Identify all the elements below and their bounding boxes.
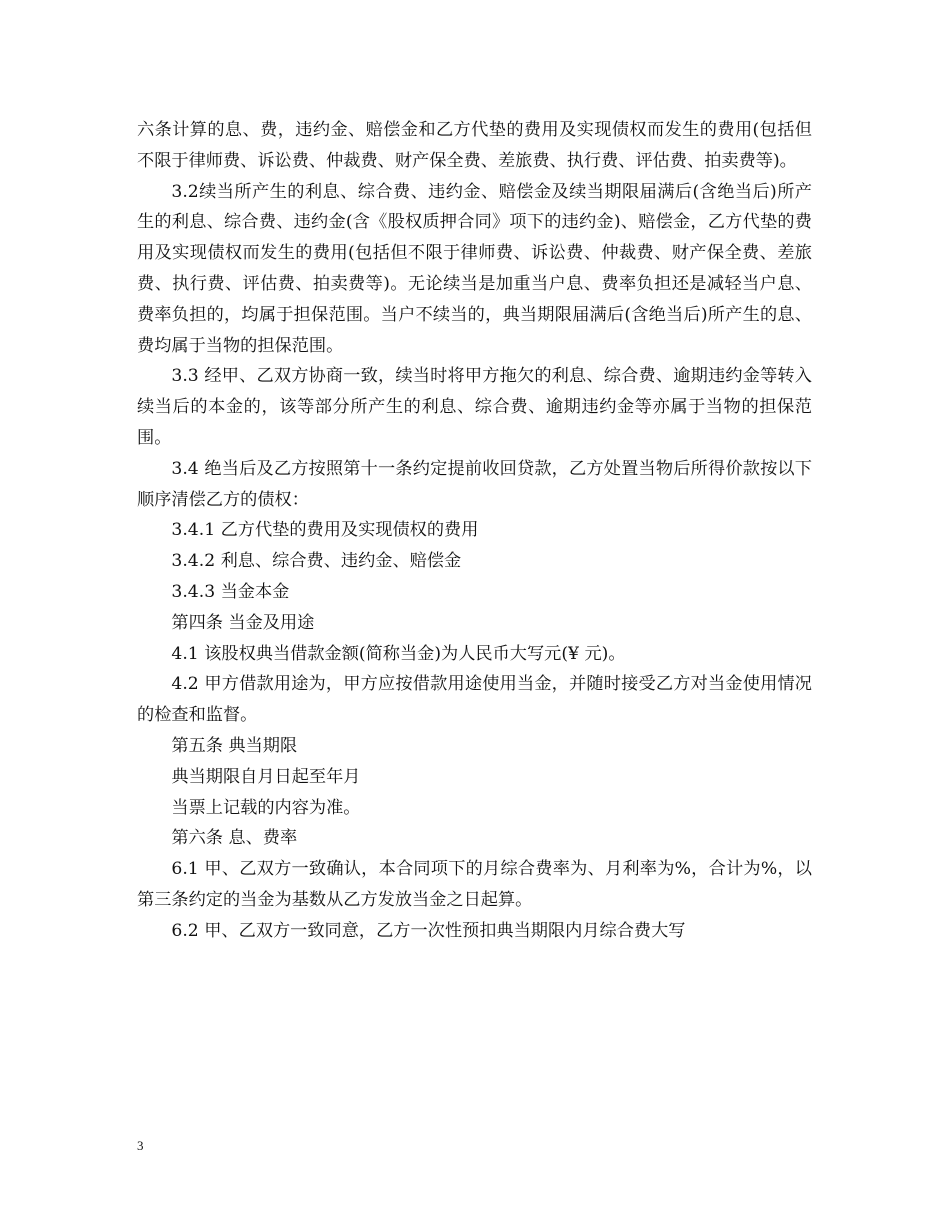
paragraph-clause-3-4: 3.4 绝当后及乙方按照第十一条约定提前收回贷款，乙方处置当物后所得价款按以下顺序清偿乙方的债权： bbox=[137, 458, 812, 510]
paragraph-clause-4-1: 4.1 该股权典当借款金额(简称当金)为人民币大写元(¥ 元)。 bbox=[171, 643, 626, 664]
paragraph-pawn-ticket-note: 当票上记载的内容为准。 bbox=[171, 797, 361, 818]
paragraph-clause-3-4-2: 3.4.2 利息、综合费、违约金、赔偿金 bbox=[171, 551, 462, 572]
paragraph-clause-3-4-3: 3.4.3 当金本金 bbox=[171, 581, 290, 602]
heading-article-5: 第五条 典当期限 bbox=[171, 735, 298, 756]
page-number: 3 bbox=[137, 1138, 144, 1153]
paragraph-clause-3-4-1: 3.4.1 乙方代垫的费用及实现债权的费用 bbox=[171, 520, 479, 541]
paragraph-clause-3-2: 3.2续当所产生的利息、综合费、违约金、赔偿金及续当期限届满后(含绝当后)所产生的利息、综合费、违约金(含《股权质押合同》项下的违约金)、赔偿金，乙方代垫的费用及实现债权而发生的费用(包括但不限于律师费、诉讼费、仲裁费、财产保全费、差旅费、执行费、评估费、拍卖费等)。无论续当是加重当户息、费率负担还是减轻当户息、费率负担的，均属于担保范围。当户不续当的，典当期限届满后(含绝当后)所产生的息、费均属于当物的担保范围。 bbox=[137, 181, 812, 356]
paragraph-term-period: 典当期限自月日起至年月 bbox=[171, 766, 361, 787]
heading-article-4: 第四条 当金及用途 bbox=[171, 612, 315, 633]
paragraph-clause-6-2: 6.2 甲、乙双方一致同意，乙方一次性预扣典当期限内月综合费大写 bbox=[171, 920, 686, 941]
document-body bbox=[137, 115, 812, 947]
paragraph-clause-3-3: 3.3 经甲、乙双方协商一致，续当时将甲方拖欠的利息、综合费、逾期违约金等转入续当后的本金的，该等部分所产生的利息、综合费、逾期违约金等亦属于当物的担保范围。 bbox=[137, 366, 812, 448]
paragraph-clause-4-2: 4.2 甲方借款用途为，甲方应按借款用途使用当金，并随时接受乙方对当金使用情况的检查和监督。 bbox=[137, 674, 812, 726]
heading-article-6: 第六条 息、费率 bbox=[171, 828, 298, 849]
paragraph-clause-6-1: 6.1 甲、乙双方一致确认，本合同项下的月综合费率为、月利率为%，合计为%，以第三条约定的当金为基数从乙方发放当金之日起算。 bbox=[137, 859, 812, 910]
paragraph-continued-clause-3-1: 六条计算的息、费，违约金、赔偿金和乙方代垫的费用及实现债权而发生的费用(包括但不限于律师费、诉讼费、仲裁费、财产保全费、差旅费、执行费、评估费、拍卖费等)。 bbox=[137, 120, 812, 171]
